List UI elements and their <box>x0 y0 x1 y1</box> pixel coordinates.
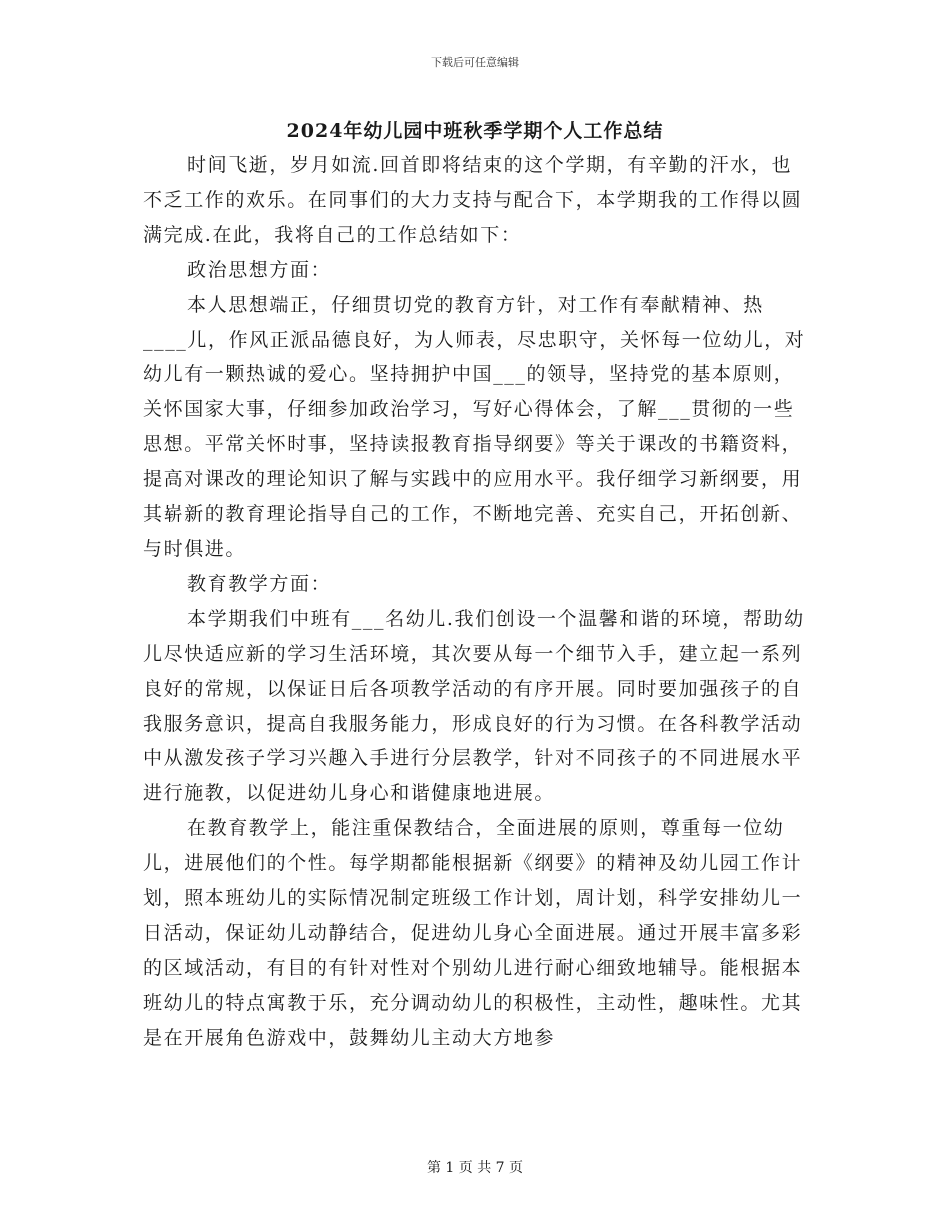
header-note: 下载后可任意编辑 <box>431 56 519 69</box>
section-heading-politics: 政治思想方面： <box>187 258 332 281</box>
document-title: 2024年幼儿园中班秋季学期个人工作总结 <box>286 120 664 142</box>
paragraph-teaching-2: 在教育教学上，能注重保教结合，全面进展的原则，尊重每一位幼儿，进展他们的个性。每学期都能根据新《纲要》的精神及幼儿园工作计划，照本班幼儿的实际情况制定班级工作计划，周计划，科学安排幼儿一日活动，保证幼儿动静结合，促进幼儿身心全面进展。通过开展丰富多彩的区域活动，有目的有针对性对个别幼儿进行耐心细致地辅导。能根据本班幼儿的特点寓教于乐，充分调动幼儿的积极性，主动性，趣味性。尤其是在开展角色游戏中，鼓舞幼儿主动大方地参 <box>143 817 803 1049</box>
document-body <box>143 148 808 1056</box>
section-heading-teaching: 教育教学方面： <box>187 572 332 595</box>
paragraph-politics: 本人思想端正，仔细贯切党的教育方针，对工作有奉献精神、热____儿，作风正派品德良好，为人师表，尽忠职守，关怀每一位幼儿，对幼儿有一颗热诚的爱心。坚持拥护中国___的领导，坚持党的基本原则，关怀国家大事，仔细参加政治学习，写好心得体会，了解___贯彻的一些思想。平常关怀时事，坚持读报教育指导纲要》等关于课改的书籍资料，提高对课改的理论知识了解与实践中的应用水平。我仔细学习新纲要，用其崭新的教育理论指导自己的工作，不断地完善、充实自己，开拓创新、与时俱进。 <box>143 293 806 560</box>
paragraph-teaching-1: 本学期我们中班有___名幼儿.我们创设一个温馨和谐的环境，帮助幼儿尽快适应新的学习生活环境，其次要从每一个细节入手，建立起一系列良好的常规，以保证日后各项教学活动的有序开展。同时要加强孩子的自我服务意识，提高自我服务能力，形成良好的行为习惯。在各科教学活动中从激发孩子学习兴趣入手进行分层教学，针对不同孩子的不同进展水平进行施教，以促进幼儿身心和谐健康地进展。 <box>143 607 805 805</box>
page-footer: 第 1 页 共 7 页 <box>426 1160 524 1176</box>
paragraph-intro: 时间飞逝，岁月如流.回首即将结束的这个学期，有辛勤的汗水，也不乏工作的欢乐。在同事们的大力支持与配合下，本学期我的工作得以圆满完成.在此，我将自己的工作总结如下： <box>143 154 803 246</box>
